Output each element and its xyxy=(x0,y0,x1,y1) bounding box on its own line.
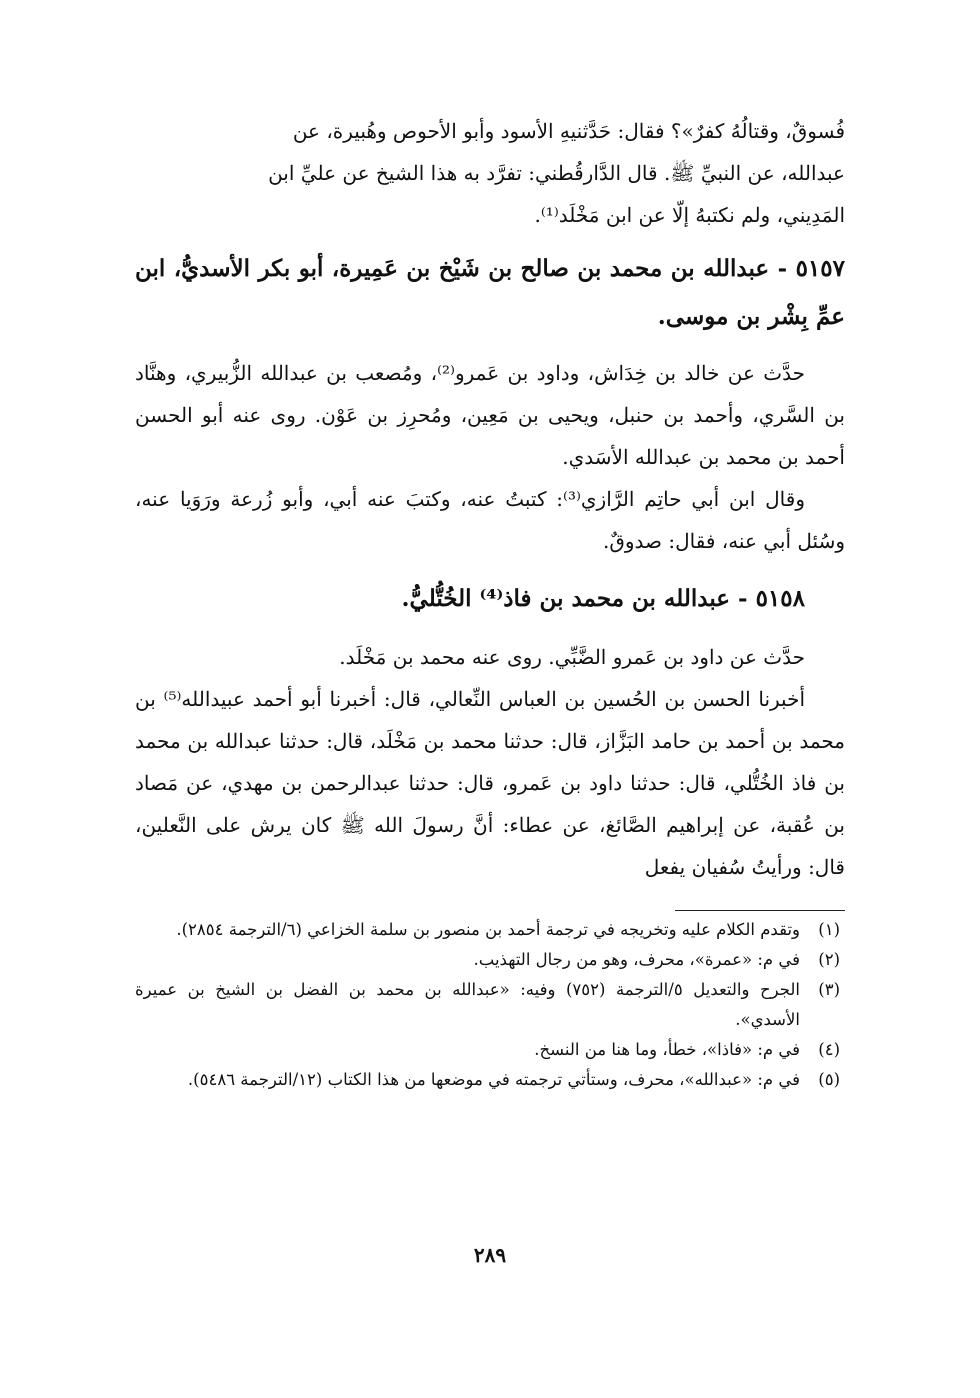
footnote xyxy=(135,945,840,975)
footnote-number: (٤) xyxy=(818,1040,840,1059)
footnote-text: وتقدم الكلام عليه وتخريجه في ترجمة أحمد بن منصور بن سلمة الخزاعي (٦/الترجمة ٢٨٥٤). xyxy=(176,920,800,939)
footnote-number: (١) xyxy=(818,920,840,939)
footnote xyxy=(135,975,840,1035)
footnote xyxy=(135,1065,840,1095)
paragraph: حدَّث عن خالد بن خِدَاش، وداود بن عَمرو⁽²⁾، ومُصعب بن عبدالله الزُّبيري، وهنَّاد بن السَّري، وأحمد بن حنبل، ويحيى بن مَعِين، ومُحرِز بن عَوْن. روى عنه أبو الحسن أحمد بن محمد بن عبدالله الأسَدي. xyxy=(135,361,845,469)
entry-heading-5157 xyxy=(135,245,845,341)
footnote xyxy=(135,1035,840,1065)
footnotes xyxy=(135,915,840,1095)
paragraph: حدَّث عن داود بن عَمرو الضَّبِّي. روى عنه محمد بن مَخْلَد. xyxy=(339,645,805,669)
footnote-text: في م: «عمرة»، محرف، وهو من رجال التهذيب. xyxy=(473,950,800,969)
entry-heading: ٥١٥٧ - عبدالله بن محمد بن صالح بن شَيْخ بن عَمِيرة، أبو بكر الأسديُّ، ابن عمِّ بِشْر بن موسى. xyxy=(135,255,845,330)
footnote-number: (٥) xyxy=(818,1070,840,1089)
footnote-text: في م: «فاذا»، خطأ، وما هنا من النسخ. xyxy=(534,1040,800,1059)
entry-body-5157 xyxy=(135,352,845,562)
paragraph: أخبرنا الحسن بن الحُسين بن العباس النِّعالي، قال: أخبرنا أبو أحمد عبيدالله⁽⁵⁾ بن محمد بن أحمد بن حامد البَزَّاز، قال: حدثنا محمد بن مَخْلَد، قال: حدثنا عبدالله بن محمد بن فاذ الخُتُّلي، قال: حدثنا داود بن عَمرو، قال: حدثنا عبدالرحمن بن مهدي، عن مَصاد بن عُقبة، عن إبراهيم الصَّائغ، عن عطاء: أنَّ رسولَ الله ﷺ كان يرش على النَّعلين، قال: ورأيتُ سُفيان يفعل xyxy=(135,687,846,879)
entry-heading-5158 xyxy=(135,575,845,623)
text-line: عبدالله، عن النبيِّ ﷺ. قال الدَّارقُطني: تفرَّد به هذا الشيخ عن عليِّ ابن xyxy=(268,161,845,185)
text-line: المَدِيني، ولم نكتبهُ إلّا عن ابن مَخْلَد⁽¹⁾. xyxy=(534,203,845,227)
footnote-number: (٣) xyxy=(818,980,840,999)
top-paragraph xyxy=(135,110,845,236)
footnote xyxy=(135,915,840,945)
footnote-number: (٢) xyxy=(818,950,840,969)
entry-heading: ٥١٥٨ - عبدالله بن محمد بن فاذ⁽⁴⁾ الخُتُّليُّ. xyxy=(401,585,805,612)
entry-body-5158 xyxy=(135,636,845,888)
footnote-text: الجرح والتعديل ٥/الترجمة (٧٥٢) وفيه: «عبدالله بن محمد بن الفضل بن الشيخ بن عميرة الأسدي». xyxy=(135,980,800,1029)
footnote-separator xyxy=(675,910,845,911)
text-line: فُسوقٌ، وقتالُهُ كفرٌ»؟ فقال: حَدَّثنيهِ الأسود وأبو الأحوص وهُبيرة، عن xyxy=(292,119,845,143)
page-number: ٢٨٩ xyxy=(473,1243,507,1267)
footnote-text: في م: «عبدالله»، محرف، وستأتي ترجمته في موضعها من هذا الكتاب (١٢/الترجمة ٥٤٨٦). xyxy=(187,1070,800,1089)
paragraph: وقال ابن أبي حاتِم الرَّازي⁽³⁾: كتبتُ عنه، وكتبَ عنه أبي، وأبو زُرعة ورَوَيا عنه، وسُئل أبي عنه، فقال: صدوقٌ. xyxy=(135,487,845,553)
